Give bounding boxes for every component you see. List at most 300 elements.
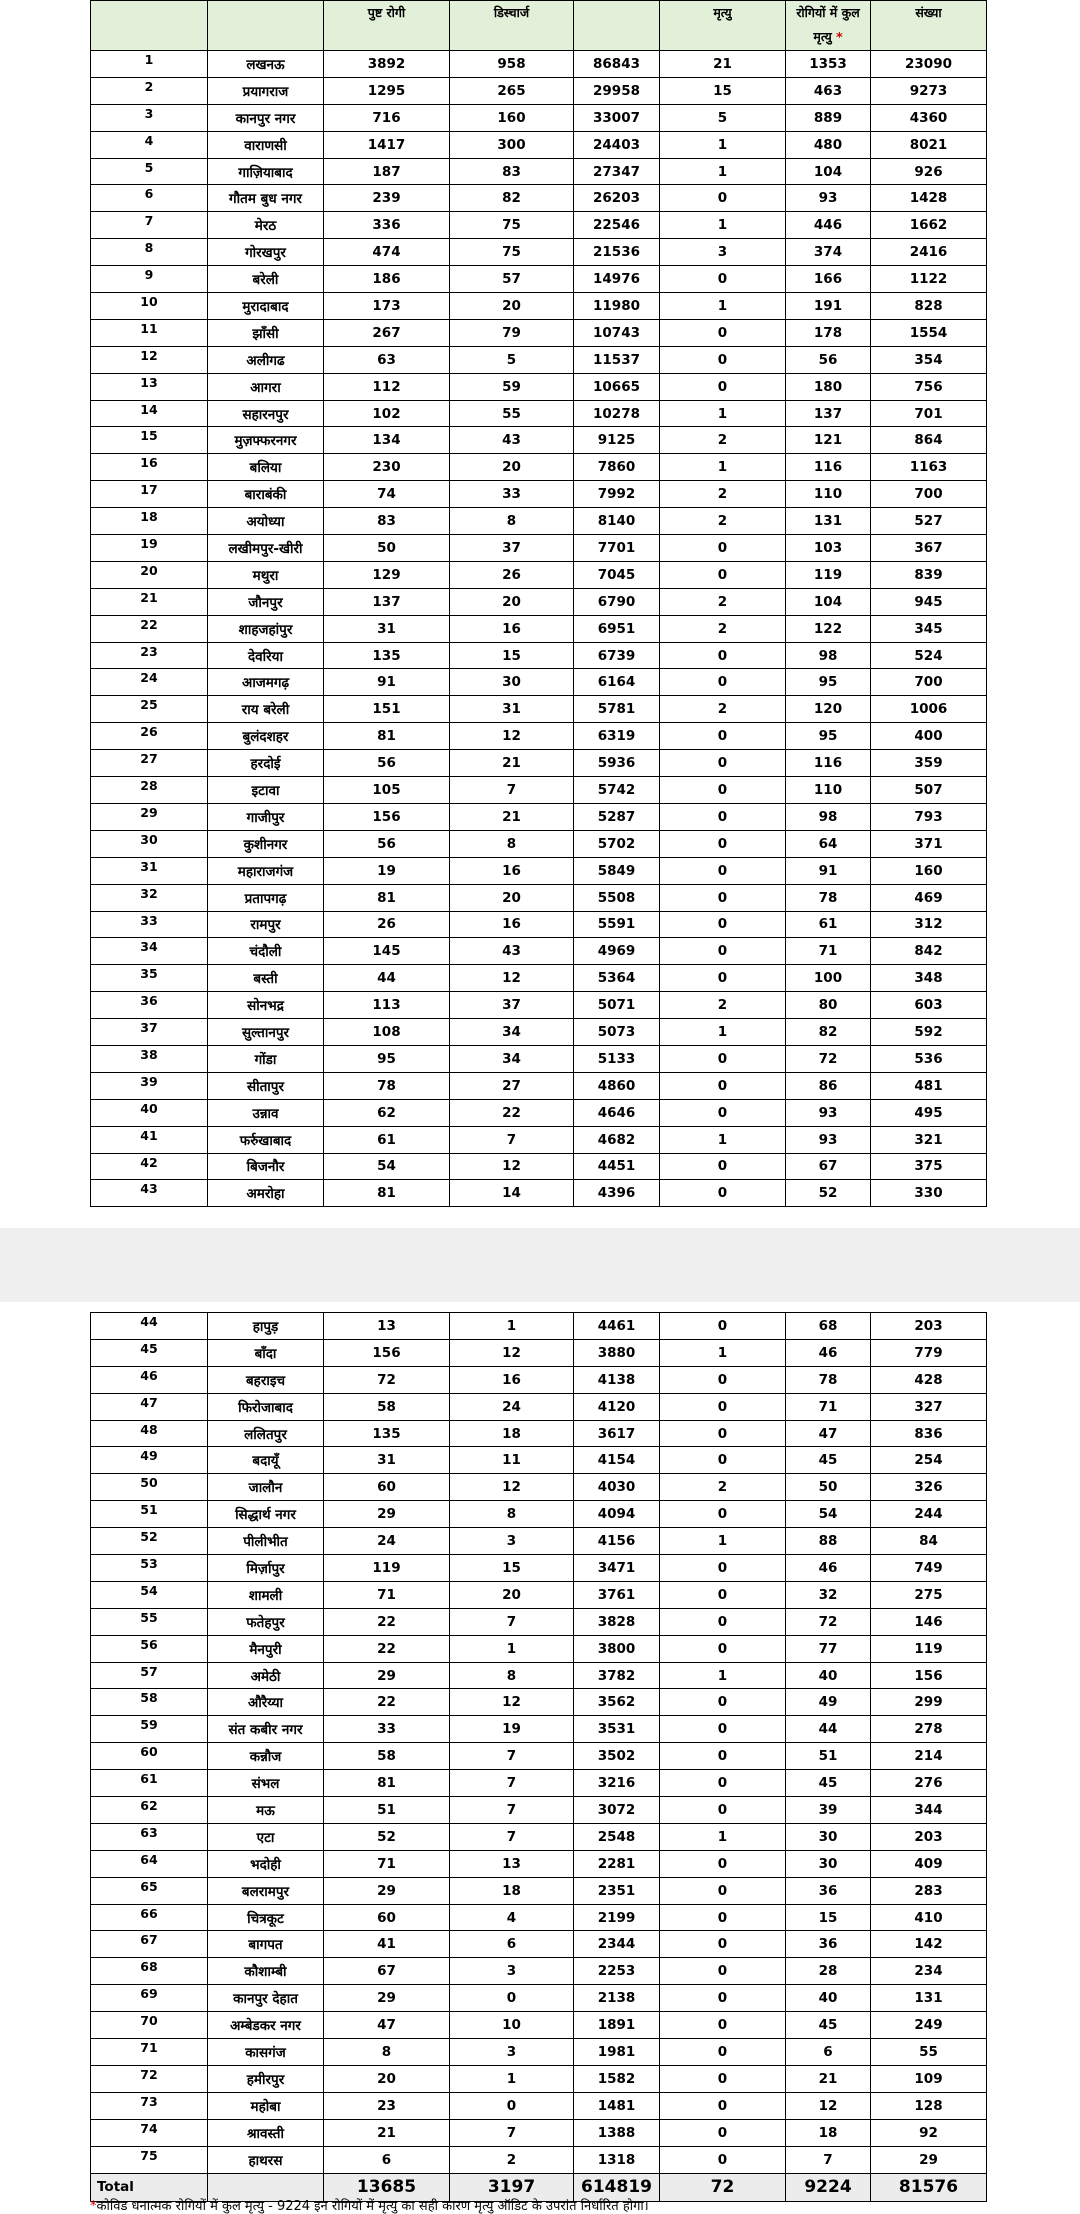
cell-discharged: 3 (450, 1958, 574, 1985)
cell-cumulative: 4969 (574, 938, 660, 965)
cell-confirmed: 156 (324, 1339, 450, 1366)
cell-deaths: 0 (660, 2012, 786, 2039)
cell-cumulative: 8140 (574, 508, 660, 535)
cell-total-deaths: 86 (786, 1072, 871, 1099)
cell-cumulative: 4860 (574, 1072, 660, 1099)
cell-deaths: 2 (660, 481, 786, 508)
cell-discharged: 20 (450, 884, 574, 911)
cell-district: अलीगढ (208, 346, 324, 373)
cell-discharged: 26 (450, 561, 574, 588)
cell-district: आगरा (208, 373, 324, 400)
cell-district: गोरखपुर (208, 239, 324, 266)
cell-total-deaths: 45 (786, 1447, 871, 1474)
cell-total-deaths: 12 (786, 2092, 871, 2119)
cell-total-deaths: 39 (786, 1797, 871, 1824)
cell-discharged: 8 (450, 1501, 574, 1528)
cell-serial: 59 (91, 1716, 208, 1743)
table-row (91, 2012, 987, 2039)
cell-deaths: 0 (660, 1877, 786, 1904)
cell-discharged: 7 (450, 1770, 574, 1797)
cell-district: सोनभद्र (208, 992, 324, 1019)
cell-confirmed: 29 (324, 1662, 450, 1689)
cell-discharged: 1 (450, 2065, 574, 2092)
cell-total-deaths: 64 (786, 830, 871, 857)
table-row (91, 1877, 987, 1904)
cell-total-deaths: 71 (786, 938, 871, 965)
cell-confirmed: 22 (324, 1635, 450, 1662)
cell-district: भदोही (208, 1850, 324, 1877)
cell-serial: 34 (91, 938, 208, 965)
cell-total-deaths: 45 (786, 2012, 871, 2039)
cell-confirmed: 81 (324, 1180, 450, 1207)
cell-deaths: 0 (660, 1045, 786, 1072)
cell-serial: 21 (91, 588, 208, 615)
cell-serial: 12 (91, 346, 208, 373)
cell-cumulative: 4451 (574, 1153, 660, 1180)
cell-discharged: 22 (450, 1099, 574, 1126)
cell-count: 312 (871, 911, 987, 938)
table-row (91, 938, 987, 965)
cell-serial: 49 (91, 1447, 208, 1474)
cell-serial: 56 (91, 1635, 208, 1662)
cell-discharged: 7 (450, 777, 574, 804)
cell-serial: 20 (91, 561, 208, 588)
table-row (91, 1099, 987, 1126)
table-row (91, 508, 987, 535)
table-row (91, 696, 987, 723)
cell-cumulative: 6739 (574, 642, 660, 669)
cell-total-deaths: 52 (786, 1180, 871, 1207)
cell-confirmed: 51 (324, 1797, 450, 1824)
cell-cumulative: 24403 (574, 131, 660, 158)
cell-count: 283 (871, 1877, 987, 1904)
cell-cumulative: 5702 (574, 830, 660, 857)
cell-confirmed: 81 (324, 1770, 450, 1797)
cell-discharged: 16 (450, 1366, 574, 1393)
cell-count: 701 (871, 400, 987, 427)
cell-cumulative: 5364 (574, 965, 660, 992)
cell-count: 410 (871, 1904, 987, 1931)
table-row (91, 1635, 987, 1662)
cell-district: कौशाम्बी (208, 1958, 324, 1985)
cell-count: 156 (871, 1662, 987, 1689)
cell-cumulative: 4156 (574, 1528, 660, 1555)
total-cumulative: 614819 (574, 2173, 660, 2201)
cell-total-deaths: 119 (786, 561, 871, 588)
cell-serial: 26 (91, 723, 208, 750)
cell-discharged: 8 (450, 830, 574, 857)
cell-deaths: 0 (660, 2119, 786, 2146)
cell-total-deaths: 30 (786, 1850, 871, 1877)
cell-district: ललितपुर (208, 1420, 324, 1447)
cell-deaths: 0 (660, 1770, 786, 1797)
cell-discharged: 37 (450, 992, 574, 1019)
table-row (91, 1447, 987, 1474)
cell-serial: 1 (91, 51, 208, 78)
cell-cumulative: 11537 (574, 346, 660, 373)
cell-cumulative: 4030 (574, 1474, 660, 1501)
cell-count: 842 (871, 938, 987, 965)
footnote-mark: * (90, 2199, 97, 2214)
cell-discharged: 8 (450, 1662, 574, 1689)
cell-deaths: 0 (660, 2065, 786, 2092)
cell-count: 8021 (871, 131, 987, 158)
cell-count: 836 (871, 1420, 987, 1447)
cell-cumulative: 5591 (574, 911, 660, 938)
cell-serial: 41 (91, 1126, 208, 1153)
cell-deaths: 2 (660, 508, 786, 535)
cell-discharged: 43 (450, 938, 574, 965)
cell-district: लखनऊ (208, 51, 324, 78)
cell-discharged: 12 (450, 965, 574, 992)
cell-confirmed: 186 (324, 266, 450, 293)
cell-discharged: 16 (450, 857, 574, 884)
cell-district: हरदोई (208, 750, 324, 777)
cell-total-deaths: 40 (786, 1662, 871, 1689)
cell-discharged: 0 (450, 1985, 574, 2012)
cell-cumulative: 2138 (574, 1985, 660, 2012)
cell-district: फतेहपुर (208, 1608, 324, 1635)
cell-total-deaths: 122 (786, 615, 871, 642)
cell-discharged: 2 (450, 2146, 574, 2173)
cell-discharged: 11 (450, 1447, 574, 1474)
table-row (91, 400, 987, 427)
cell-discharged: 20 (450, 1581, 574, 1608)
table-row (91, 481, 987, 508)
cell-confirmed: 72 (324, 1366, 450, 1393)
cell-district: जालौन (208, 1474, 324, 1501)
cell-confirmed: 63 (324, 346, 450, 373)
table-row (91, 131, 987, 158)
cell-confirmed: 52 (324, 1823, 450, 1850)
cell-serial: 58 (91, 1689, 208, 1716)
cell-confirmed: 8 (324, 2039, 450, 2066)
table-row (91, 1904, 987, 1931)
cell-total-deaths: 110 (786, 777, 871, 804)
cell-district: हाथरस (208, 2146, 324, 2173)
cell-serial: 45 (91, 1339, 208, 1366)
cell-discharged: 12 (450, 723, 574, 750)
cell-confirmed: 3892 (324, 51, 450, 78)
cell-district: मुज़फ्फरनगर (208, 427, 324, 454)
cell-count: 828 (871, 293, 987, 320)
cell-total-deaths: 32 (786, 1581, 871, 1608)
cell-confirmed: 29 (324, 1985, 450, 2012)
cell-district: बलरामपुर (208, 1877, 324, 1904)
cell-cumulative: 5936 (574, 750, 660, 777)
cell-total-deaths: 889 (786, 104, 871, 131)
cell-confirmed: 22 (324, 1608, 450, 1635)
cell-count: 779 (871, 1339, 987, 1366)
cell-deaths: 0 (660, 1797, 786, 1824)
table-row (91, 884, 987, 911)
cell-total-deaths: 15 (786, 1904, 871, 1931)
cell-cumulative: 7992 (574, 481, 660, 508)
cell-deaths: 2 (660, 615, 786, 642)
cell-deaths: 0 (660, 1689, 786, 1716)
cell-serial: 25 (91, 696, 208, 723)
table-row (91, 588, 987, 615)
cell-confirmed: 1295 (324, 77, 450, 104)
cell-discharged: 3 (450, 2039, 574, 2066)
cell-count: 839 (871, 561, 987, 588)
cell-serial: 22 (91, 615, 208, 642)
cell-count: 299 (871, 1689, 987, 1716)
header-total-deaths (786, 1, 871, 51)
cell-total-deaths: 51 (786, 1743, 871, 1770)
cell-district: बुलंदशहर (208, 723, 324, 750)
cell-count: 84 (871, 1528, 987, 1555)
cell-discharged: 79 (450, 319, 574, 346)
cell-deaths: 0 (660, 2092, 786, 2119)
cell-district: महोबा (208, 2092, 324, 2119)
cell-district: बाराबंकी (208, 481, 324, 508)
cell-total-deaths: 78 (786, 1366, 871, 1393)
footnote-text: कोविड धनात्मक रोगियों में कुल मृत्यु - 9224 इन रोगियों में मृत्यु का सही कारण मृत्यु ऑडिट के उपरांत निर्धारित होगा। (96, 2199, 649, 2214)
cell-serial: 23 (91, 642, 208, 669)
cell-discharged: 75 (450, 212, 574, 239)
cell-cumulative: 5849 (574, 857, 660, 884)
cell-district: गौतम बुध नगर (208, 185, 324, 212)
cell-count: 345 (871, 615, 987, 642)
cell-cumulative: 5133 (574, 1045, 660, 1072)
cell-count: 203 (871, 1313, 987, 1340)
cell-serial: 17 (91, 481, 208, 508)
cell-discharged: 31 (450, 696, 574, 723)
cell-discharged: 7 (450, 1797, 574, 1824)
cell-cumulative: 10743 (574, 319, 660, 346)
cell-district: बागपत (208, 1931, 324, 1958)
cell-district: मेरठ (208, 212, 324, 239)
cell-cumulative: 1582 (574, 2065, 660, 2092)
cell-discharged: 82 (450, 185, 574, 212)
table-row (91, 911, 987, 938)
cell-discharged: 7 (450, 1743, 574, 1770)
cell-deaths: 0 (660, 1420, 786, 1447)
cell-total-deaths: 116 (786, 454, 871, 481)
cell-deaths: 0 (660, 1501, 786, 1528)
cell-serial: 5 (91, 158, 208, 185)
cell-deaths: 1 (660, 1339, 786, 1366)
cell-count: 4360 (871, 104, 987, 131)
cell-confirmed: 33 (324, 1716, 450, 1743)
cell-total-deaths: 72 (786, 1608, 871, 1635)
total-count: 81576 (871, 2173, 987, 2201)
cell-confirmed: 134 (324, 427, 450, 454)
cell-deaths: 0 (660, 2039, 786, 2066)
cell-cumulative: 6319 (574, 723, 660, 750)
table-row (91, 185, 987, 212)
table-row (91, 77, 987, 104)
cell-serial: 42 (91, 1153, 208, 1180)
cell-cumulative: 3761 (574, 1581, 660, 1608)
cell-district: फर्रुखाबाद (208, 1126, 324, 1153)
cell-district: अमेठी (208, 1662, 324, 1689)
cell-total-deaths: 49 (786, 1689, 871, 1716)
cell-deaths: 0 (660, 1180, 786, 1207)
table-row (91, 1931, 987, 1958)
cell-count: 527 (871, 508, 987, 535)
cell-deaths: 1 (660, 1662, 786, 1689)
cell-confirmed: 60 (324, 1474, 450, 1501)
cell-cumulative: 4120 (574, 1393, 660, 1420)
cell-total-deaths: 68 (786, 1313, 871, 1340)
cell-district: हापुड़ (208, 1313, 324, 1340)
cell-count: 330 (871, 1180, 987, 1207)
cell-serial: 69 (91, 1985, 208, 2012)
cell-count: 326 (871, 1474, 987, 1501)
cell-serial: 31 (91, 857, 208, 884)
cell-count: 1006 (871, 696, 987, 723)
table-row (91, 1743, 987, 1770)
page-break-gap (0, 1228, 1080, 1302)
cell-deaths: 0 (660, 1555, 786, 1582)
cell-cumulative: 3502 (574, 1743, 660, 1770)
cell-cumulative: 7045 (574, 561, 660, 588)
cell-serial: 13 (91, 373, 208, 400)
table-row (91, 2039, 987, 2066)
cell-district: प्रयागराज (208, 77, 324, 104)
cell-confirmed: 19 (324, 857, 450, 884)
cell-deaths: 0 (660, 750, 786, 777)
table-row (91, 1823, 987, 1850)
cell-total-deaths: 100 (786, 965, 871, 992)
cell-discharged: 12 (450, 1153, 574, 1180)
cell-total-deaths: 137 (786, 400, 871, 427)
cell-cumulative: 29958 (574, 77, 660, 104)
cell-deaths: 0 (660, 723, 786, 750)
cell-discharged: 0 (450, 2092, 574, 2119)
cell-cumulative: 4154 (574, 1447, 660, 1474)
cell-confirmed: 21 (324, 2119, 450, 2146)
cell-total-deaths: 95 (786, 669, 871, 696)
cell-serial: 37 (91, 1019, 208, 1046)
cell-deaths: 0 (660, 1985, 786, 2012)
cell-confirmed: 31 (324, 615, 450, 642)
cell-district: झाँसी (208, 319, 324, 346)
cell-district: कुशीनगर (208, 830, 324, 857)
cell-deaths: 0 (660, 830, 786, 857)
cell-cumulative: 7701 (574, 535, 660, 562)
cell-district: एटा (208, 1823, 324, 1850)
cell-total-deaths: 166 (786, 266, 871, 293)
cell-serial: 47 (91, 1393, 208, 1420)
cell-count: 371 (871, 830, 987, 857)
cell-district: मथुरा (208, 561, 324, 588)
cell-cumulative: 2351 (574, 1877, 660, 1904)
header-discharged: डिस्चार्ज (450, 1, 574, 51)
cell-cumulative: 3072 (574, 1797, 660, 1824)
cell-district: वाराणसी (208, 131, 324, 158)
cell-district: पीलीभीत (208, 1528, 324, 1555)
cell-serial: 4 (91, 131, 208, 158)
cell-deaths: 1 (660, 1019, 786, 1046)
table-row (91, 51, 987, 78)
cell-district: मऊ (208, 1797, 324, 1824)
cell-serial: 9 (91, 266, 208, 293)
cell-deaths: 0 (660, 1313, 786, 1340)
cell-confirmed: 31 (324, 1447, 450, 1474)
table-row (91, 1555, 987, 1582)
cell-cumulative: 1481 (574, 2092, 660, 2119)
cell-discharged: 7 (450, 2119, 574, 2146)
cell-total-deaths: 46 (786, 1339, 871, 1366)
table-row (91, 750, 987, 777)
cell-deaths: 0 (660, 1716, 786, 1743)
cell-count: 109 (871, 2065, 987, 2092)
cell-count: 926 (871, 158, 987, 185)
cell-confirmed: 47 (324, 2012, 450, 2039)
cell-deaths: 1 (660, 293, 786, 320)
table-row (91, 1180, 987, 1207)
cell-district: बस्ती (208, 965, 324, 992)
cell-district: औरैय्या (208, 1689, 324, 1716)
cell-serial: 43 (91, 1180, 208, 1207)
cell-cumulative: 6790 (574, 588, 660, 615)
cell-serial: 73 (91, 2092, 208, 2119)
cell-total-deaths: 50 (786, 1474, 871, 1501)
cell-deaths: 0 (660, 1743, 786, 1770)
cell-district: अयोध्या (208, 508, 324, 535)
cell-serial: 48 (91, 1420, 208, 1447)
cell-serial: 38 (91, 1045, 208, 1072)
cell-count: 146 (871, 1608, 987, 1635)
cell-district: बिजनौर (208, 1153, 324, 1180)
cell-total-deaths: 116 (786, 750, 871, 777)
cell-serial: 66 (91, 1904, 208, 1931)
cell-total-deaths: 56 (786, 346, 871, 373)
cell-discharged: 55 (450, 400, 574, 427)
cell-total-deaths: 93 (786, 185, 871, 212)
cell-deaths: 0 (660, 803, 786, 830)
table-row (91, 266, 987, 293)
cell-deaths: 5 (660, 104, 786, 131)
cell-cumulative: 3617 (574, 1420, 660, 1447)
cell-cumulative: 4682 (574, 1126, 660, 1153)
table-header-row (91, 1, 987, 51)
cell-count: 128 (871, 2092, 987, 2119)
cell-cumulative: 10278 (574, 400, 660, 427)
cell-serial: 11 (91, 319, 208, 346)
table-row (91, 561, 987, 588)
cell-cumulative: 6164 (574, 669, 660, 696)
cell-count: 249 (871, 2012, 987, 2039)
cell-confirmed: 336 (324, 212, 450, 239)
cell-count: 275 (871, 1581, 987, 1608)
cell-total-deaths: 71 (786, 1393, 871, 1420)
cell-deaths: 2 (660, 1474, 786, 1501)
cell-district: बरेली (208, 266, 324, 293)
cell-total-deaths: 93 (786, 1126, 871, 1153)
cell-cumulative: 5781 (574, 696, 660, 723)
cell-serial: 61 (91, 1770, 208, 1797)
cell-serial: 46 (91, 1366, 208, 1393)
cell-district: गाजीपुर (208, 803, 324, 830)
table-row (91, 1313, 987, 1340)
cell-count: 244 (871, 1501, 987, 1528)
cell-deaths: 0 (660, 1393, 786, 1420)
cell-confirmed: 156 (324, 803, 450, 830)
cell-total-deaths: 30 (786, 1823, 871, 1850)
cell-count: 375 (871, 1153, 987, 1180)
cell-serial: 14 (91, 400, 208, 427)
cell-serial: 16 (91, 454, 208, 481)
cell-confirmed: 187 (324, 158, 450, 185)
cell-discharged: 20 (450, 588, 574, 615)
cell-discharged: 15 (450, 1555, 574, 1582)
cell-district: चित्रकूट (208, 1904, 324, 1931)
cell-count: 92 (871, 2119, 987, 2146)
